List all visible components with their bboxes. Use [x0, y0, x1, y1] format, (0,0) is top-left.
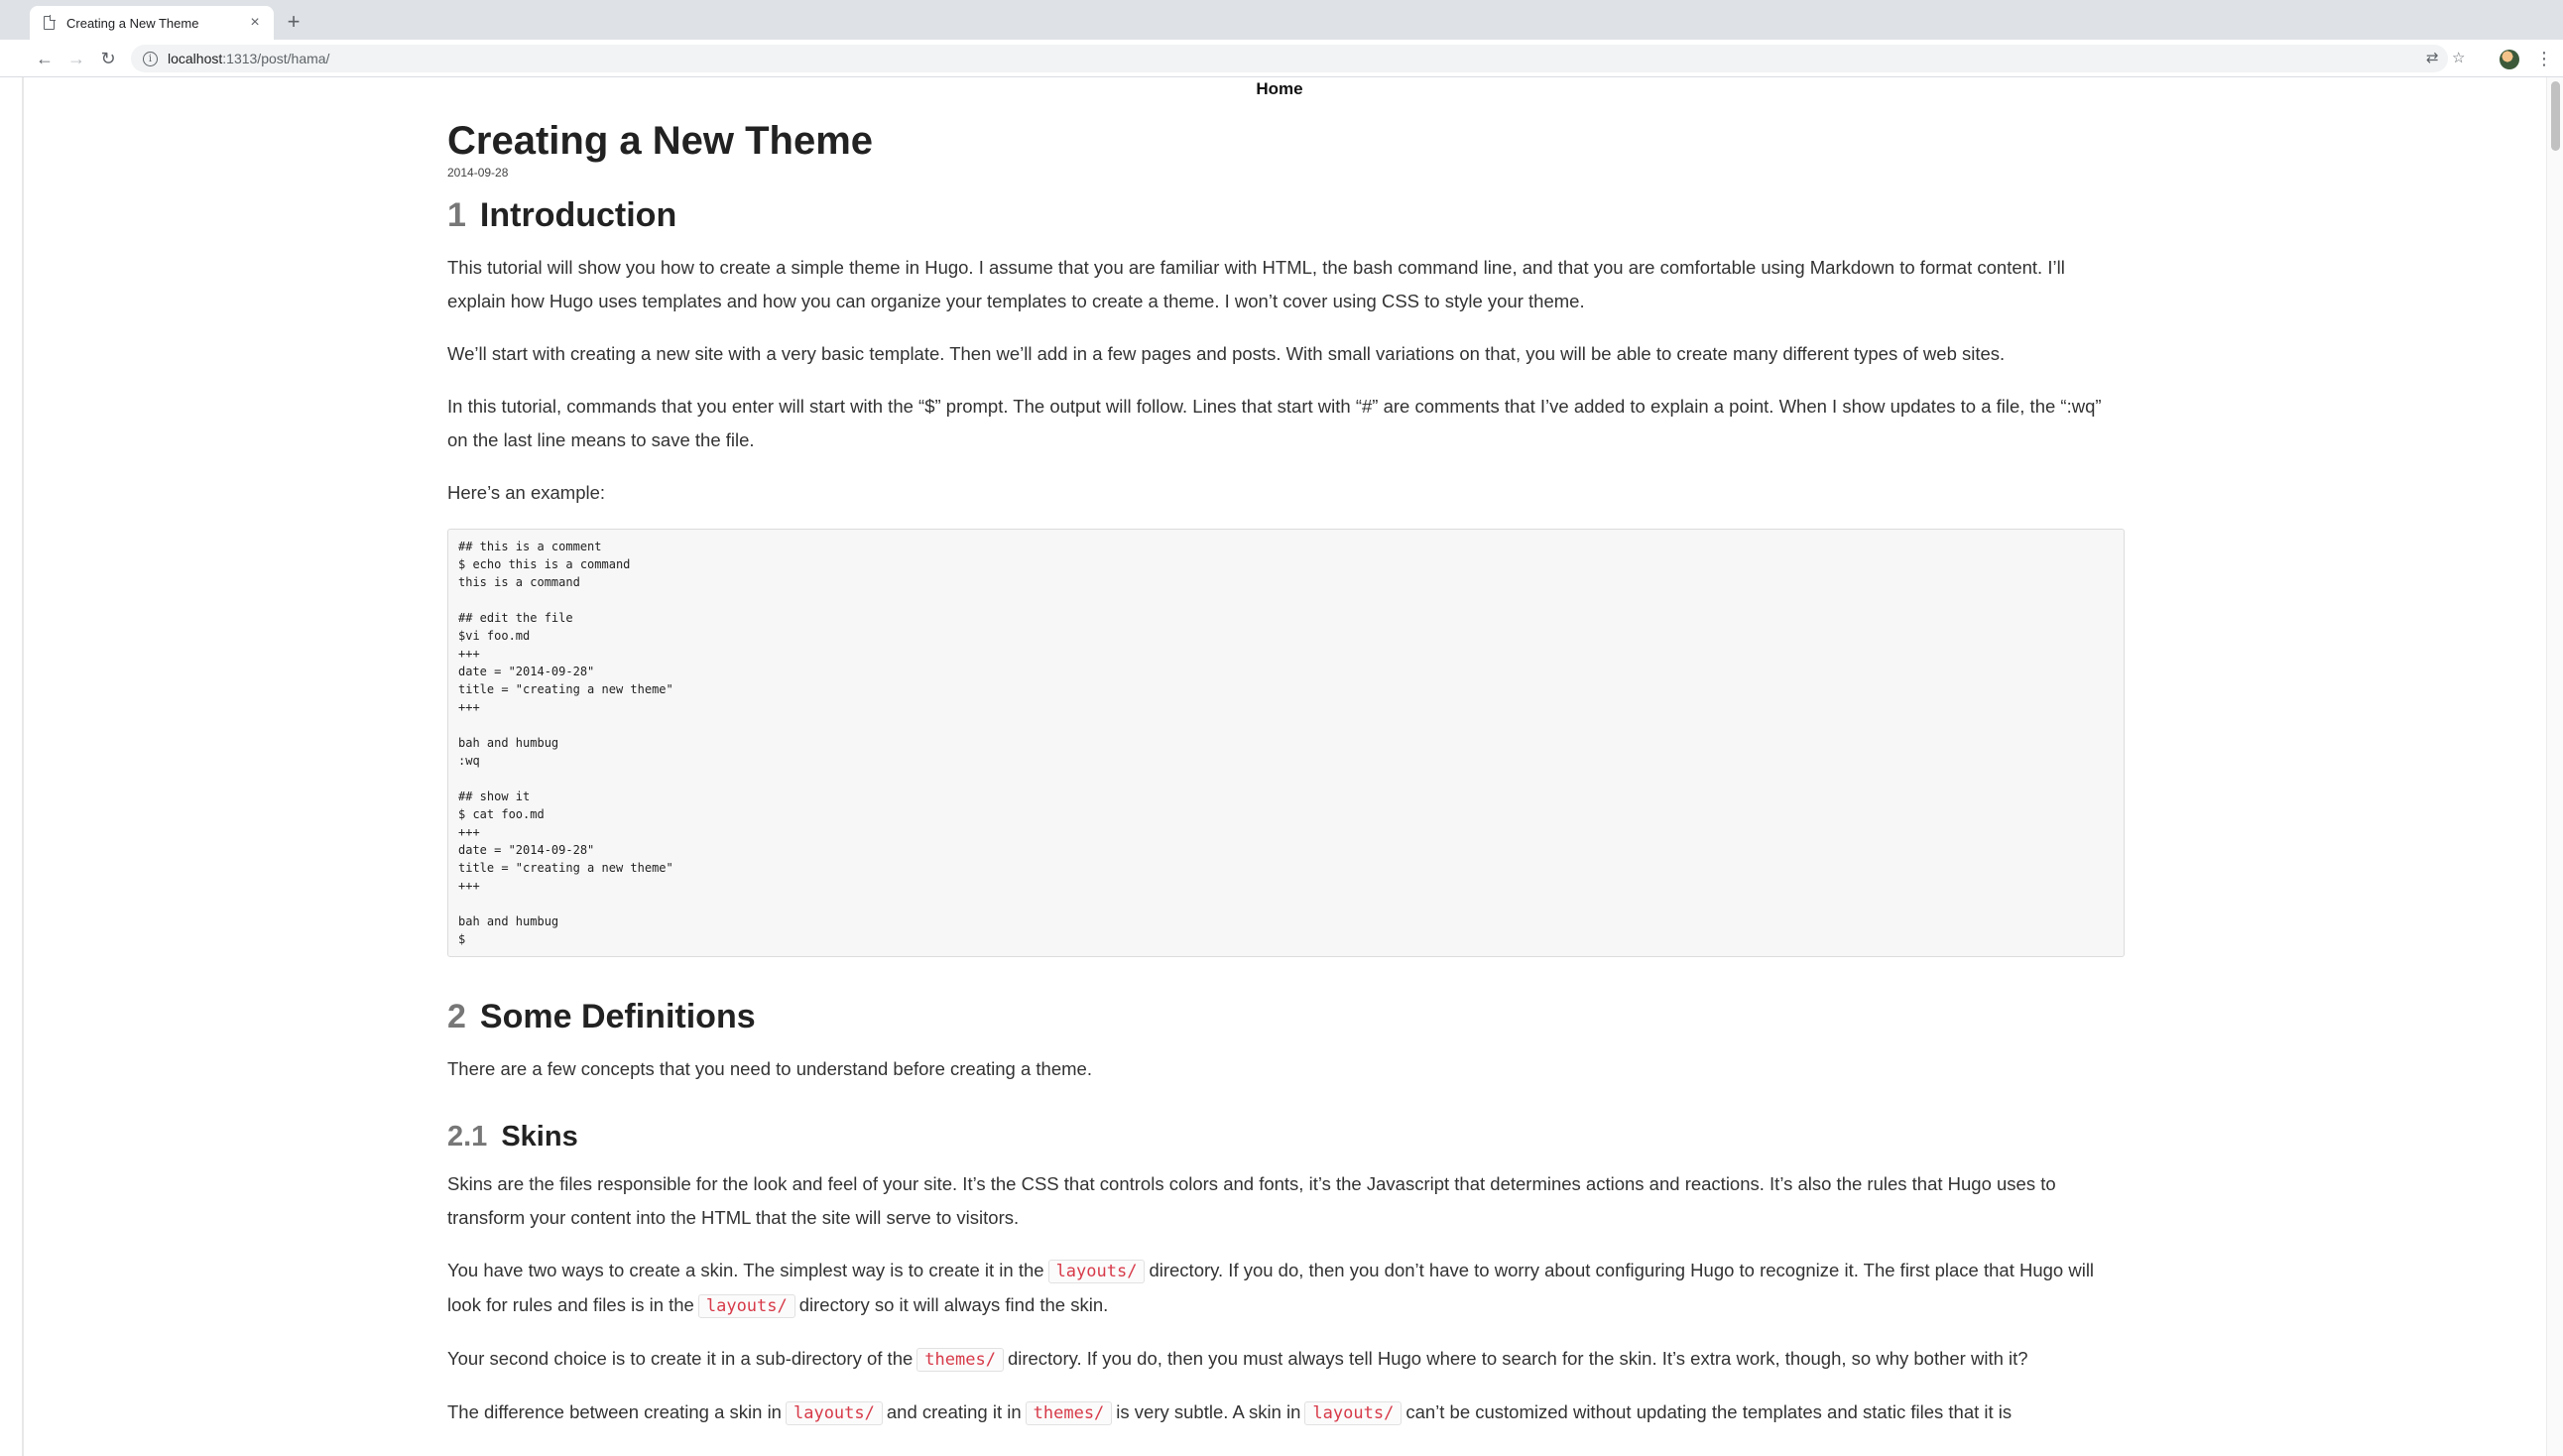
text-span: The difference between creating a skin in — [447, 1401, 782, 1422]
viewport-edge — [22, 77, 24, 1456]
subsection-heading-skins — [447, 1116, 2125, 1157]
forward-button[interactable]: → — [67, 49, 85, 68]
site-nav — [0, 79, 2559, 99]
section-heading-introduction — [447, 193, 2125, 237]
profile-avatar[interactable] — [2500, 50, 2519, 69]
intro-paragraph-3: In this tutorial, commands that you enter will start with the “$” prompt. The output will follow. Lines that start with “#” are comments that I’ve added to explain a point. When I show updates to a file, the “:wq” on the last line means to save the file. — [447, 396, 2102, 450]
text-span: You have two ways to create a skin. The simplest way is to create it in the — [447, 1260, 1044, 1280]
definitions-paragraph: There are a few concepts that you need to understand before creating a theme. — [447, 1058, 1092, 1079]
article — [447, 112, 2125, 1449]
skins-paragraph-1: Skins are the files responsible for the look and feel of your site. It’s the CSS that controls colors and fonts, it’s the Javascript that determines actions and reactions. It’s also the rules that Hugo uses to transform your content into the HTML that the site will serve to visitors. — [447, 1173, 2056, 1228]
url-host: localhost — [168, 51, 223, 66]
url-path: :1313/post/hama/ — [222, 51, 330, 66]
section-heading-definitions — [447, 995, 2125, 1038]
page-icon — [44, 16, 55, 30]
inline-code: themes/ — [1026, 1401, 1113, 1425]
skins-paragraph-3 — [447, 1342, 2125, 1377]
intro-paragraph-1: This tutorial will show you how to create a simple theme in Hugo. I assume that you are familiar with HTML, the bash command line, and that you are comfortable using Markdown to format content. I’ll explain how Hugo uses templates and how you can organize your templates to create a theme. I won’t cover using CSS to style your theme. — [447, 257, 2065, 311]
text-span: Your second choice is to create it in a sub-directory of the — [447, 1348, 914, 1369]
section-number: 2.1 — [447, 1121, 488, 1153]
text-span: directory so it will always find the skin. — [798, 1294, 1109, 1315]
browser-tab-bar — [0, 0, 2563, 40]
translate-icon[interactable]: ⇄ — [2426, 50, 2439, 66]
inline-code: layouts/ — [1304, 1401, 1402, 1425]
text-span: directory. If you do, then you don’t have to worry about configuring Hugo to recognize it. The first place that Hugo will look for rules and files is in the — [447, 1260, 2095, 1315]
page-scrollbar[interactable] — [2546, 77, 2563, 1456]
new-tab-button[interactable]: + — [287, 9, 301, 34]
intro-paragraph-2: We’ll start with creating a new site with a very basic template. Then we’ll add in a few pages and posts. With small variations on that, you will be able to create many different types of web sites. — [447, 343, 2006, 364]
info-icon[interactable]: i — [143, 52, 158, 66]
close-tab-icon[interactable]: × — [250, 14, 260, 31]
section-title: Introduction — [479, 196, 677, 234]
inline-code: themes/ — [916, 1348, 1004, 1372]
section-number: 1 — [447, 196, 466, 234]
page-viewport — [0, 77, 2563, 1456]
inline-code: layouts/ — [1048, 1260, 1146, 1283]
scrollbar-thumb[interactable] — [2551, 81, 2560, 151]
skins-paragraph-4 — [447, 1395, 2125, 1430]
browser-toolbar — [0, 40, 2563, 77]
reload-button[interactable]: ↻ — [100, 49, 116, 68]
bookmark-star-icon[interactable]: ☆ — [2452, 50, 2466, 66]
text-span: is very subtle. A skin in — [1116, 1401, 1301, 1422]
address-bar[interactable] — [131, 45, 2466, 72]
section-number: 2 — [447, 998, 466, 1035]
tab-title: Creating a New Theme — [66, 15, 199, 31]
text-span: directory. If you do, then you must always tell Hugo where to search for the skin. It’s extra work, though, so why bother with it? — [1007, 1348, 2028, 1369]
skins-paragraph-2 — [447, 1254, 2125, 1323]
post-date: 2014-09-28 — [447, 166, 509, 180]
code-block-example: ## this is a comment $ echo this is a command this is a command ## edit the file $vi foo.md +++ date = "2014-09-28" title = "creating a new theme" +++ bah and humbug :wq ## show it $ cat foo.md +++ date = "2014-09-28" title = "creating a new theme" +++ bah and humbug $ — [447, 529, 2125, 957]
home-link[interactable]: Home — [1256, 79, 1303, 98]
browser-menu-icon[interactable]: ⋮ — [2535, 49, 2553, 68]
inline-code: layouts/ — [786, 1401, 883, 1425]
text-span: can’t be customized without updating the templates and static files that it is — [1405, 1401, 2013, 1422]
browser-tab[interactable] — [30, 6, 274, 40]
intro-paragraph-4: Here’s an example: — [447, 482, 606, 503]
back-button[interactable]: ← — [36, 49, 54, 68]
section-title: Some Definitions — [479, 998, 756, 1035]
section-title: Skins — [501, 1121, 578, 1153]
inline-code: layouts/ — [698, 1294, 795, 1318]
text-span: and creating it in — [886, 1401, 1022, 1422]
post-title: Creating a New Theme — [447, 119, 874, 163]
